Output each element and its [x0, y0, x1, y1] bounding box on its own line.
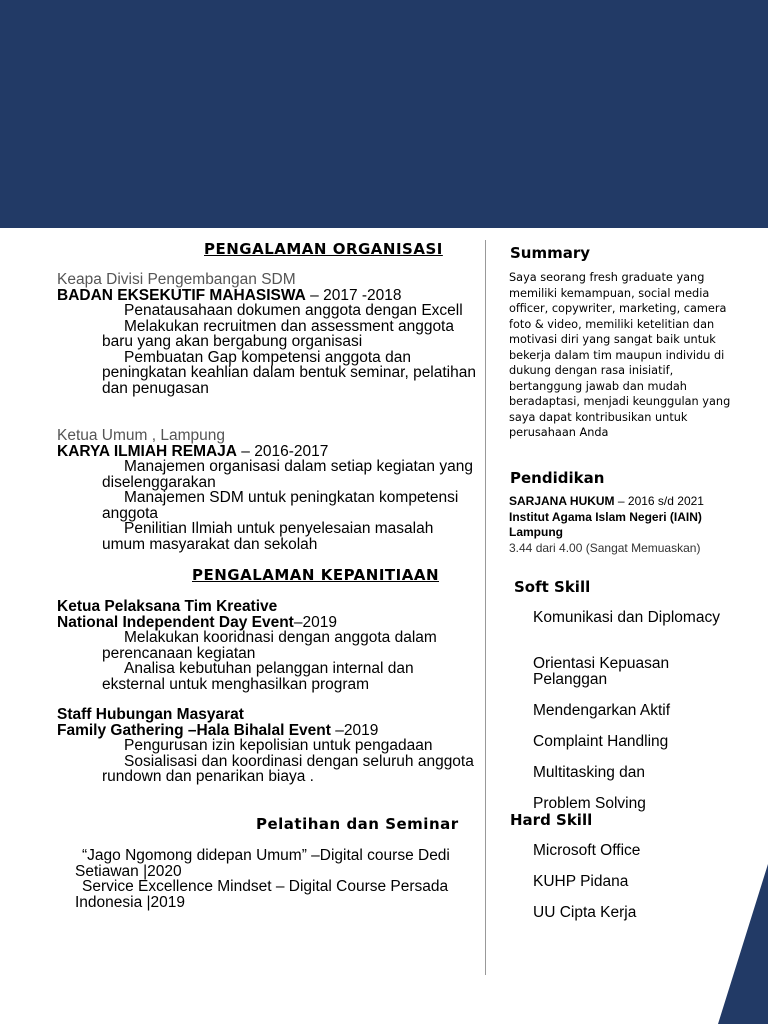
- org-bullet: Penilitian Ilmiah untuk penyelesaian masalah umum masyarakat dan sekolah: [102, 520, 434, 553]
- soft-skill-item: Complaint Handling: [533, 733, 669, 750]
- hard-skill-item: Microsoft Office: [533, 842, 641, 859]
- soft-skill-item: Multitasking dan: [533, 764, 646, 781]
- committee-entry-2: [57, 707, 477, 785]
- training-list: [75, 848, 475, 910]
- education-block: [509, 494, 744, 556]
- soft-skill-title: Soft Skill: [514, 578, 591, 596]
- committee-role: Ketua Pelaksana Tim Kreative: [57, 598, 278, 615]
- org-role: Ketua Umum , Lampung: [57, 427, 226, 444]
- hard-skill-item: UU Cipta Kerja: [533, 904, 637, 921]
- education-degree: SARJANA HUKUM: [509, 494, 615, 508]
- committee-bullet: Melakukan kooridnasi dengan anggota dalam perencanaan kegiatan: [102, 629, 437, 662]
- committee-section-title: PENGALAMAN KEPANITIAAN: [192, 566, 440, 584]
- soft-skill-item: Mendengarkan Aktif: [533, 702, 671, 719]
- summary-title: Summary: [510, 244, 591, 262]
- committee-event: Family Gathering –Hala Bihalal Event –2019: [57, 721, 379, 739]
- header-banner: [0, 0, 768, 228]
- org-name: KARYA ILMIAH REMAJA – 2016-2017: [57, 442, 329, 460]
- committee-bullet: Sosialisasi dan koordinasi dengan seluruh anggota rundown dan penarikan biaya .: [102, 752, 474, 785]
- committee-bullet: Analisa kebutuhan pelanggan internal dan eksternal untuk menghasilkan program: [102, 660, 414, 693]
- org-entry-2: [57, 428, 477, 552]
- soft-skill-item: Orientasi Kepuasan Pelanggan: [533, 655, 670, 688]
- committee-role: Staff Hubungan Masyarat: [57, 706, 244, 723]
- column-divider: [485, 240, 486, 975]
- education-gpa: 3.44 dari 4.00 (Sangat Memuaskan): [509, 540, 701, 555]
- soft-skill-item: Problem Solving: [533, 795, 646, 812]
- education-title: Pendidikan: [510, 469, 605, 487]
- education-period: – 2016 s/d 2021: [614, 494, 704, 508]
- org-name: BADAN EKSEKUTIF MAHASISWA – 2017 -2018: [57, 286, 402, 304]
- org-role: Keapa Divisi Pengembangan SDM: [57, 271, 296, 288]
- committee-bullet: Pengurusan izin kepolisian untuk pengadaan: [124, 737, 433, 754]
- training-item: “Jago Ngomong didepan Umum” –Digital course Dedi Setiawan |2020: [75, 847, 450, 880]
- hard-skill-title: Hard Skill: [510, 811, 593, 829]
- org-entry-1: [57, 272, 477, 396]
- org-bullet: Manajemen organisasi dalam setiap kegiatan yang diselenggarakan: [102, 458, 473, 491]
- org-bullet: Pembuatan Gap kompetensi anggota dan peningkatan keahlian dalam bentuk seminar, pelatihan dan penugasan: [102, 348, 476, 397]
- org-bullet: Melakukan recruitmen dan assessment anggota baru yang akan bergabung organisasi: [102, 317, 454, 350]
- committee-entry-1: [57, 599, 477, 692]
- committee-event: National Independent Day Event–2019: [57, 613, 337, 631]
- hard-skill-item: KUHP Pidana: [533, 873, 629, 890]
- org-section-title: PENGALAMAN ORGANISASI: [204, 240, 443, 258]
- summary-text: Saya seorang fresh graduate yang memiliki kemampuan, social media officer, copywriter, marketing, camera foto & video, memiliki ketelitian dan motivasi diri yang sangat baik untuk bekerja dalam tim maupun individu di dukung dengan rasa inisiatif, bertanggung jawab dan mudah beradaptasi, menjadi keunggulan yang saya dapat kontribusikan untuk perusahaan Anda: [509, 271, 731, 439]
- training-item: Service Excellence Mindset – Digital Course Persada Indonesia |2019: [75, 878, 449, 911]
- education-school: Institut Agama Islam Negeri (IAIN) Lampung: [509, 509, 702, 539]
- org-bullet: Manajemen SDM untuk peningkatan kompetensi anggota: [102, 489, 459, 522]
- soft-skill-item: Komunikasi dan Diplomacy: [533, 609, 720, 626]
- org-bullet: Penatausahaan dokumen anggota dengan Excell: [124, 302, 463, 319]
- training-section-title: Pelatihan dan Seminar: [256, 815, 459, 833]
